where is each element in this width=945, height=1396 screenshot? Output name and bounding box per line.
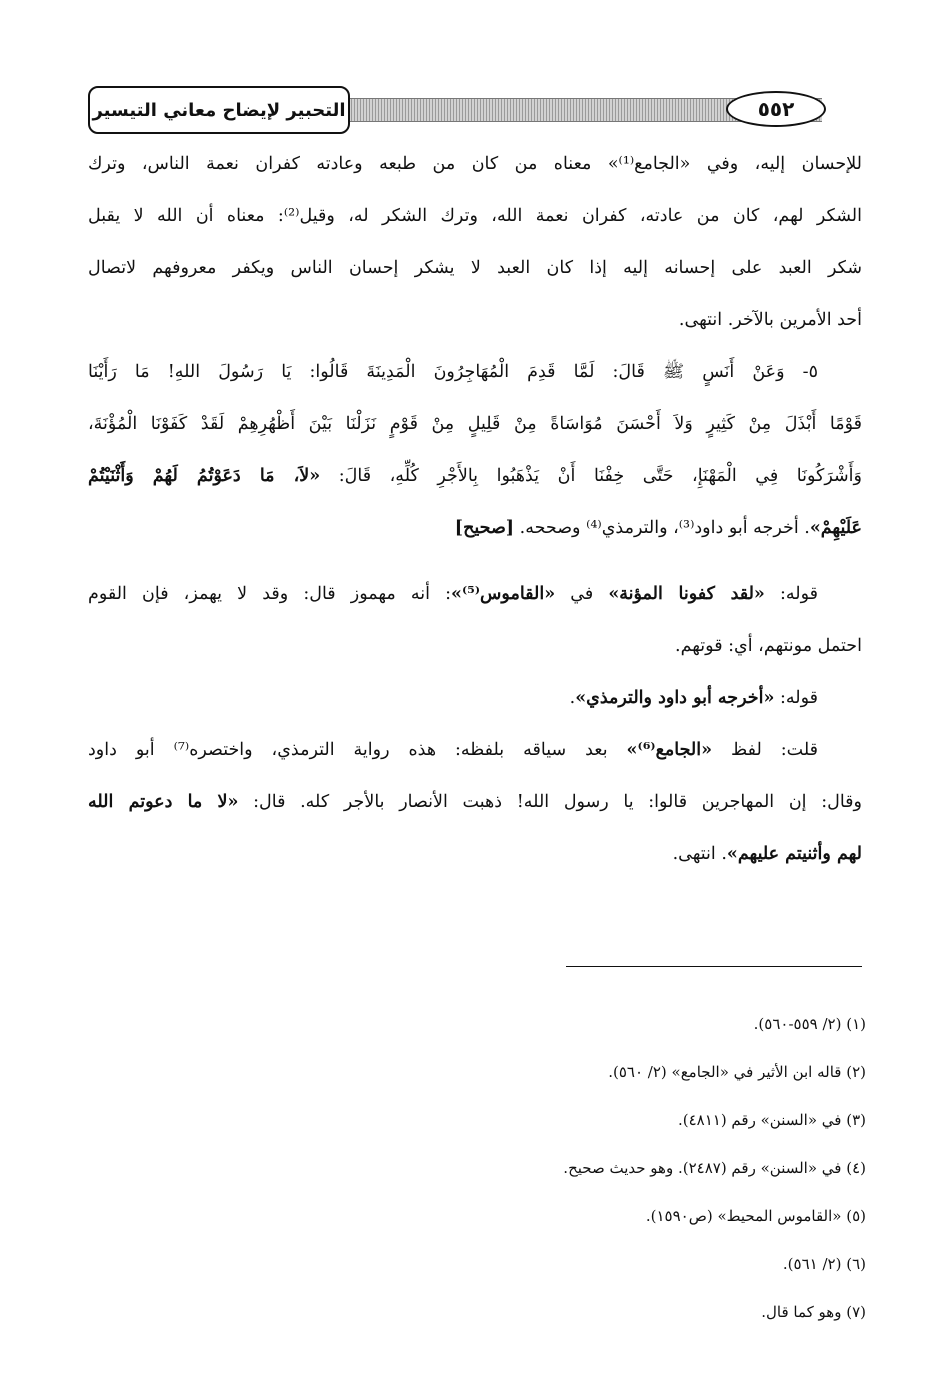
text-line bbox=[88, 776, 862, 828]
prophet-quote: «لاَ، مَا دَعَوْتُمُ لَهُمْ وَأَثْنَيْتُمْ bbox=[88, 466, 321, 486]
text-line: احتمل مونتهم، أي: قوتهم. bbox=[675, 636, 862, 656]
source-title: «الجامع⁽⁶⁾» bbox=[626, 740, 713, 760]
text-line bbox=[88, 828, 862, 880]
page-number-oval bbox=[726, 91, 826, 127]
hadith-grade: [صحيح] bbox=[454, 518, 515, 538]
hadith-line bbox=[88, 502, 862, 554]
footnote-4: (٤) في «السنن» رقم (٢٤٨٧). وهو حديث صحيح. bbox=[563, 1159, 866, 1177]
text-line bbox=[88, 724, 862, 776]
text-span: . انتهى. bbox=[672, 844, 727, 864]
hadith-line: قَوْمًا أَبْذَلَ مِنْ كَثِيرٍ وَلاَ أَحْسَنَ مُوَاسَاةً مِنْ قَلِيلٍ مِنْ قَوْمٍ نَزَلْنَا بَيْنَ أَظْهُرِهِمْ لَقَدْ كَفَوْنَا الْمُؤْنَةَ، bbox=[88, 414, 862, 434]
text-span: . bbox=[569, 688, 576, 708]
hadith-line bbox=[88, 450, 862, 502]
quoted-phrase: «لا ما دعوتم الله bbox=[88, 792, 239, 812]
book-title-box bbox=[88, 86, 350, 134]
text-line: أحد الأمرين بالآخر. انتهى. bbox=[678, 310, 862, 330]
hadith-text: وَأَشْرَكُونَا فِي الْمَهْنَإِ، حَتَّى خِفْنَا أَنْ يَذْهَبُوا بِالأَجْرِ كُلِّهِ، قَالَ: bbox=[320, 466, 862, 486]
footnote-5: (٥) «القاموس المحيط» (ص١٥٩٠). bbox=[645, 1207, 866, 1225]
quoted-phrase: «لقد كفونا المؤنة» bbox=[608, 584, 765, 604]
quoted-phrase: لهم وأثنيتم عليهم» bbox=[726, 844, 862, 864]
footnote-6: (٦) (٢/ ٥٦١). bbox=[782, 1255, 866, 1273]
footnote-2: (٢) قاله ابن الأثير في «الجامع» (٢/ ٥٦٠). bbox=[608, 1063, 866, 1081]
text-line bbox=[88, 672, 862, 724]
commentary-paragraph-1 bbox=[88, 568, 862, 672]
footnote-1: (١) (٢/ ٥٥٩-٥٦٠). bbox=[753, 1015, 866, 1033]
footnote-7: (٧) وهو كما قال. bbox=[761, 1303, 866, 1321]
text-line: شكر العبد على إحسانه إليه إذا كان العبد لا يشكر إحسان الناس ويكفر معروفهم لاتصال bbox=[88, 258, 862, 278]
text-span: وقال: إن المهاجرين قالوا: يا رسول الله! ذهبت الأنصار بالأجر كله. قال: bbox=[238, 792, 862, 812]
page-header bbox=[82, 86, 862, 136]
hadith-paragraph bbox=[88, 346, 862, 554]
text-span: : أنه مهموز قال: وقد لا يهمز، فإن القوم bbox=[88, 584, 452, 604]
footnote-3: (٣) في «السنن» رقم (٤٨١١). bbox=[677, 1111, 866, 1129]
book-title: التحبير لإيضاح معاني التيسير bbox=[92, 99, 346, 121]
paragraph-1 bbox=[88, 138, 862, 346]
text-span: بعد سياقه بلفظه: هذه رواية الترمذي، واختصره⁽⁷⁾ أبو داود bbox=[88, 740, 627, 760]
footnote-separator bbox=[566, 966, 862, 967]
footnotes bbox=[300, 1000, 866, 1336]
quoted-phrase: «أخرجه أبو داود والترمذي» bbox=[575, 688, 775, 708]
hadith-line: ٥- وَعَنْ أَنَسٍ ﷺ قَالَ: لَمَّا قَدِمَ الْمُهَاجِرُونَ الْمَدِينَةَ قَالُوا: يَا رَسُولَ اللهِ! مَا رَأَيْنَا bbox=[88, 362, 818, 382]
text-span: قوله: bbox=[774, 688, 818, 708]
text-span: قوله: bbox=[764, 584, 818, 604]
text-span: قلت: لفظ bbox=[712, 740, 818, 760]
text-line bbox=[88, 568, 862, 620]
text-line: للإحسان إليه، وفي «الجامع⁽¹⁾» معناه من كان من طبعه وعادته كفران نعمة الناس، وترك bbox=[88, 154, 862, 174]
page-number: ٥٥٢ bbox=[757, 97, 795, 121]
prophet-quote-end: عَلَيْهِمْ» bbox=[809, 518, 862, 538]
main-text bbox=[88, 138, 862, 880]
text-span: في bbox=[555, 584, 609, 604]
text-line: الشكر لهم، كان من عادته، كفران نعمة الله، وترك الشكر له، وقيل⁽²⁾: معناه أن الله لا يقبل bbox=[88, 206, 862, 226]
commentary-paragraph-3 bbox=[88, 724, 862, 880]
source-title: «القاموس⁽⁵⁾» bbox=[451, 584, 556, 604]
commentary-paragraph-2 bbox=[88, 672, 862, 724]
hadith-source: . أخرجه أبو داود⁽³⁾، والترمذي⁽⁴⁾ وصححه. bbox=[514, 518, 810, 538]
